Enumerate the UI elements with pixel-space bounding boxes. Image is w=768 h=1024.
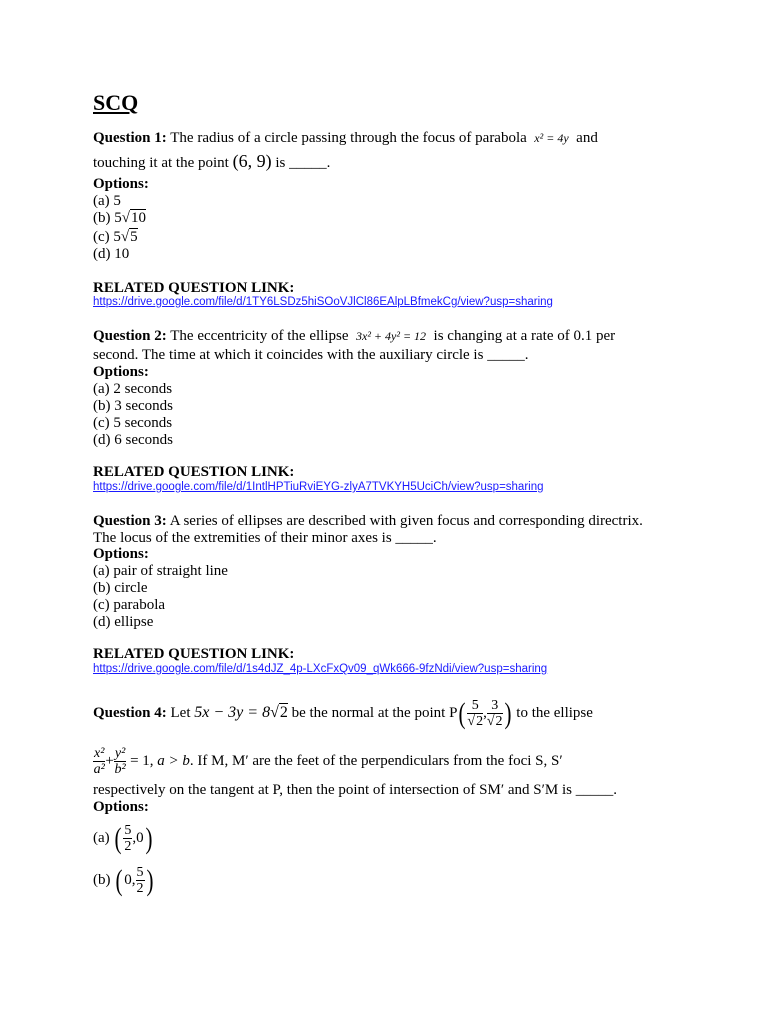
ellipse-y-fraction [114,746,126,777]
denominator: √2 [486,714,503,730]
question-1-text-b: and [576,130,598,146]
question-1-option-c-radicand: 5 [130,229,138,245]
question-4-text-c: . If [189,753,208,769]
numerator: 3 [487,698,503,714]
option-b-prefix: 0, [124,872,136,888]
question-4-option-a [93,818,154,858]
question-4-line-equation: 5x − 3y = 8 [194,704,271,721]
denominator: b² [114,762,126,778]
question-4-line-2: $\frac{\text{x²}}{\text{a²}}$ + $\frac{\text{y²}}{\text{b²}}$ = 1, a > b. If M, M′ are the feet of the perpendiculars from the foci S, S′ [93,746,563,778]
question-1-line-1 [93,130,598,147]
question-4-text-d: are the feet of the perpendiculars from the foci [252,753,532,769]
question-4-and: and [507,782,530,798]
question-3-line-1 [93,513,643,530]
question-2-label: Question 2: [93,328,167,344]
question-2-option-b: (b) 3 seconds [93,398,173,414]
option-a-rest: ,0 [132,830,144,846]
question-3-related-label: RELATED QUESTION LINK: [93,646,295,662]
question-4-sm1: SM′ [479,782,505,798]
numerator: y² [114,746,126,762]
question-2-line-1 [93,328,615,345]
question-1-label: Question 1: [93,130,167,146]
question-1-option-c [93,229,138,246]
denominator: a² [93,762,105,778]
question-3-line-2: The locus of the extremities of their minor axes is _____. [93,530,437,546]
question-1-option-b [93,210,146,227]
question-3-option-c: (c) parabola [93,597,166,613]
question-1-line-2 [93,153,330,172]
question-1-option-b-radicand: 10 [130,210,146,226]
question-3-options-label: Options: [93,546,149,562]
question-4-p-y-fraction [487,698,503,729]
question-2-line-2: second. The time at which it coincides with the auxiliary circle is _____. [93,347,529,363]
question-1-option-c-prefix: (c) 5 [93,229,121,245]
ellipse-equals-one: = 1, [130,753,154,769]
question-4-point-p: P [449,705,458,721]
question-4-label: Question 4: [93,705,167,721]
option-b-fraction [136,865,145,896]
sqrt-sign: √ [121,210,130,226]
question-2-option-d: (d) 6 seconds [93,432,173,448]
question-2-option-c: (c) 5 seconds [93,415,173,431]
question-4-options-label: Options: [93,799,149,815]
question-3-option-a: (a) pair of straight line [93,563,228,579]
question-4-p-x-fraction [467,698,483,729]
question-4-text-a: be the normal at the point [291,705,446,721]
question-4-line-radicand: 2 [279,704,288,721]
question-3-option-b: (b) circle [93,580,148,596]
numerator: 5 [124,823,132,839]
question-4-option-b [93,860,155,900]
question-4-line-3 [93,782,617,799]
sqrt-sign: √ [120,229,130,245]
question-4-m-points: M, M′ [211,753,249,769]
question-2-text-b: is changing at a rate of 0.1 per [433,328,616,344]
question-2-text-a: The eccentricity of the ellipse [170,328,349,344]
radicand: 2 [476,714,484,730]
question-1-option-a: (a) 5 [93,193,121,209]
question-2-options-label: Options: [93,364,149,380]
sqrt-sign: √ [270,704,279,721]
question-1-related-label: RELATED QUESTION LINK: [93,280,295,296]
question-1-text-a: The radius of a circle passing through the focus of parabola [170,130,527,146]
question-4-line-1: Question 4: Let 5x − 3y = 8√2 be the normal at the point P( $\frac{5}{√2}$ , $\frac{3}{√2}$ ) to the ellipse [93,696,593,730]
ellipse-x-fraction [93,746,105,777]
question-4-let: Let [170,705,191,721]
left-paren: ( [458,696,466,730]
right-paren: ) [145,821,153,855]
question-4-text-f: is _____. [562,782,618,798]
question-4-foci: S, S′ [535,753,563,769]
question-3-related-link[interactable]: https://drive.google.com/file/d/1s4dJZ_4p-LXcFxQv09_qWk666-9fzNdi/view?usp=sharing [93,663,548,675]
question-2-related-link[interactable]: https://drive.google.com/file/d/1IntlHPTiuRviEYG-zlyA7TVKYH5UciCh/view?usp=sharing [93,481,544,493]
denominator: 2 [124,839,132,855]
numerator: 5 [136,865,144,881]
question-4-text-e: respectively on the tangent at P, then the point of intersection of [93,782,476,798]
option-a-fraction [123,823,132,854]
left-paren: ( [115,863,123,897]
radicand: 2 [495,714,503,730]
right-paren: ) [504,696,512,730]
option-label: (a) [93,830,110,846]
question-1-text-c: touching it at the point [93,155,229,171]
condition-a-greater-b: a > b [157,753,190,769]
question-2-related-label: RELATED QUESTION LINK: [93,464,295,480]
denominator: √2 [467,714,484,730]
numerator: x² [94,746,105,762]
question-3-option-d: (d) ellipse [93,614,154,630]
left-paren: ( [114,821,122,855]
question-3-text-a: A series of ellipses are described with given focus and corresponding directrix. [169,513,643,529]
section-heading: SCQ [93,90,139,115]
option-label: (b) [93,872,111,888]
question-1-option-d: (d) 10 [93,246,130,262]
question-1-related-link[interactable]: https://drive.google.com/file/d/1TY6LSDz5hiSOoVJlCl86EAlpLBfmekCg/view?usp=sharing [93,296,553,308]
right-paren: ) [146,863,153,897]
question-4-text-b: to the ellipse [516,705,593,721]
question-4-sm2: S′M [533,782,559,798]
question-1-options-label: Options: [93,176,149,192]
question-2-equation: 3x² + 4y² = 12 [356,329,427,343]
question-2-option-a: (a) 2 seconds [93,381,173,397]
question-1-point: (6, 9) [232,151,272,171]
question-1-text-d: is _____. [275,155,331,171]
question-3-label: Question 3: [93,513,167,529]
question-1-option-b-prefix: (b) 5 [93,210,122,226]
denominator: 2 [136,881,144,897]
numerator: 5 [467,698,483,714]
question-1-equation: x² = 4y [534,131,569,145]
